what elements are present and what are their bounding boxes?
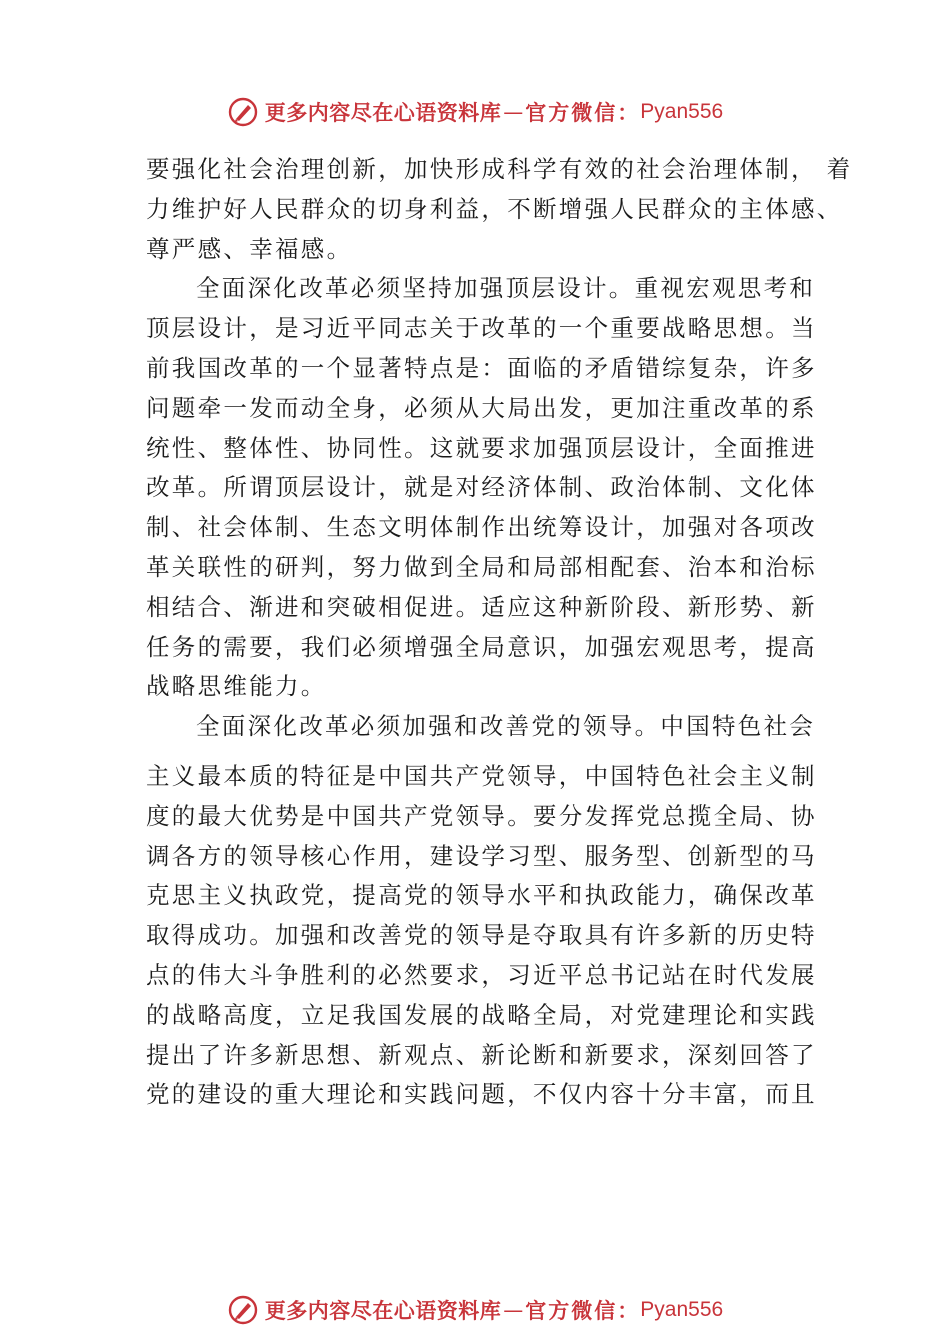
text-line: 调各方的领导核心作用，建设学习型、服务型、创新型的马 — [146, 841, 817, 870]
header-brand: 更多内容尽在心语资料库 — [264, 100, 502, 125]
line-gap — [146, 747, 810, 757]
text-line: 战略思维能力。 — [146, 672, 327, 701]
footer-banner — [0, 1290, 950, 1330]
text-line: 相结合、渐进和突破相促进。适应这种新阶段、新形势、新 — [146, 592, 817, 621]
pen-logo-icon — [227, 96, 259, 128]
text-line: 前我国改革的一个显著特点是：面临的矛盾错综复杂，许多 — [146, 353, 817, 382]
text-line: 要强化社会治理创新，加快形成科学有效的社会治理体制， 着 — [146, 155, 853, 183]
text-line: 党的建设的重大理论和实践问题，不仅内容十分丰富，而且 — [146, 1080, 817, 1109]
paragraph-start: 全面深化改革必须加强和改善党的领导。中国特色社会 — [196, 712, 816, 741]
text-line: 统性、整体性、协同性。这就要求加强顶层设计，全面推进 — [146, 433, 817, 462]
text-line: 改革。所谓顶层设计，就是对经济体制、政治体制、文化体 — [146, 473, 817, 502]
text-line: 任务的需要，我们必须增强全局意识，加强宏观思考，提高 — [146, 632, 817, 661]
header-banner — [0, 92, 950, 132]
text-line: 的战略高度，立足我国发展的战略全局，对党建理论和实践 — [146, 1000, 817, 1029]
header-wechat-label: 官方微信： — [525, 100, 641, 125]
pen-logo-icon — [227, 1294, 259, 1326]
text-line: 度的最大优势是中国共产党领导。要分发挥党总揽全局、协 — [146, 801, 817, 830]
document-body — [146, 150, 853, 1115]
header-dash: — — [503, 100, 524, 124]
text-line: 主义最本质的特征是中国共产党领导，中国特色社会主义制 — [146, 761, 817, 790]
footer-wechat-id: Pyan556 — [640, 1298, 724, 1321]
footer-dash: — — [503, 1298, 524, 1322]
header-wechat-id: Pyan556 — [640, 100, 724, 123]
paragraph-start: 全面深化改革必须坚持加强顶层设计。重视宏观思考和 — [196, 274, 816, 303]
text-line: 力维护好人民群众的切身利益，不断增强人民群众的主体感、 — [146, 194, 843, 223]
text-line: 提出了许多新思想、新观点、新论断和新要求，深刻回答了 — [146, 1040, 817, 1069]
text-line: 问题牵一发而动全身，必须从大局出发，更加注重改革的系 — [146, 393, 817, 422]
text-line: 制、社会体制、生态文明体制作出统筹设计，加强对各项改 — [146, 513, 817, 542]
text-line: 革关联性的研判，努力做到全局和局部相配套、治本和治标 — [146, 552, 817, 581]
footer-brand: 更多内容尽在心语资料库 — [264, 1298, 502, 1323]
text-line: 顶层设计，是习近平同志关于改革的一个重要战略思想。当 — [146, 314, 817, 343]
text-line: 点的伟大斗争胜利的必然要求，习近平总书记站在时代发展 — [146, 960, 817, 989]
text-line: 克思主义执政党，提高党的领导水平和执政能力，确保改革 — [146, 881, 817, 910]
text-line: 尊严感、幸福感。 — [146, 234, 353, 263]
text-line: 取得成功。加强和改善党的领导是夺取具有许多新的历史特 — [146, 921, 817, 950]
footer-wechat-label: 官方微信： — [525, 1298, 641, 1323]
